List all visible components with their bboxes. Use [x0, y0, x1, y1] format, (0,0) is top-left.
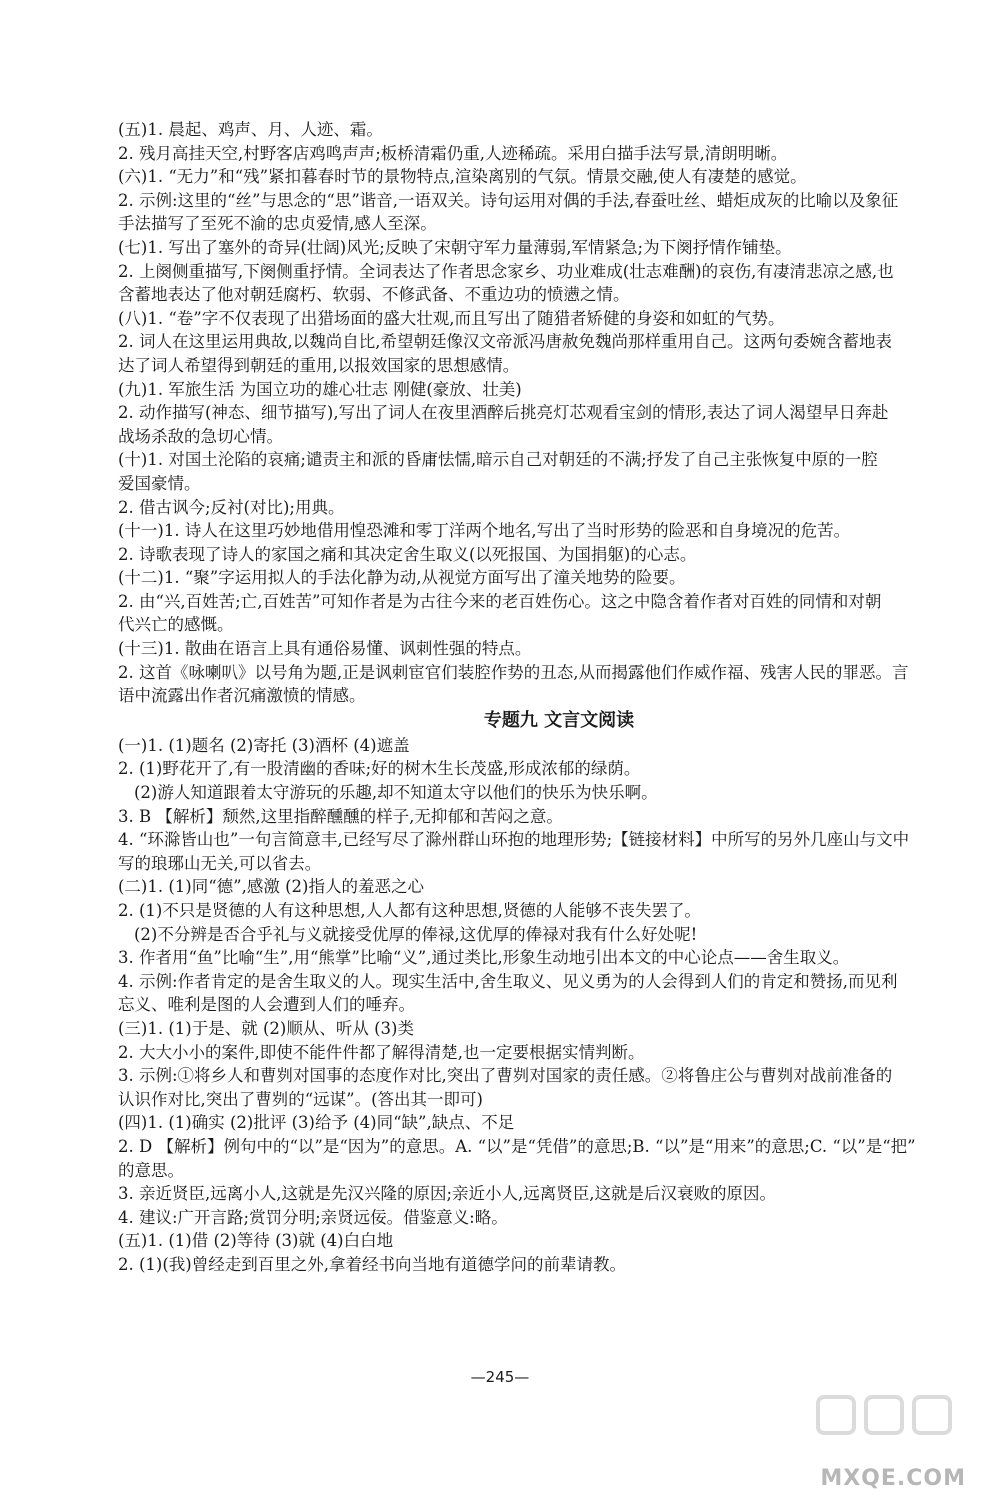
text-line: 3. 作者用“鱼”比喻“生”,用“熊掌”比喻“义”,通过类比,形象生动地引出本文的中心论点——舍生取义。: [118, 948, 850, 968]
text-line: (三)1. (1)于是、就 (2)顺从、听从 (3)类: [118, 1018, 414, 1038]
text-line: 2. D 【解析】例句中的“以”是“因为”的意思。A. “以”是“凭借”的意思;B. “以”是“用来”的意思;C. “以”是“把”: [118, 1136, 916, 1156]
text-line: (一)1. (1)题名 (2)寄托 (3)酒杯 (4)遮盖: [118, 735, 410, 755]
text-line: 手法描写了至死不渝的忠贞爱情,感人至深。: [118, 214, 437, 234]
text-line: (二)1. (1)同“德”,感激 (2)指人的羞恶之心: [118, 877, 424, 897]
text-line: (五)1. (1)借 (2)等待 (3)就 (4)白白地: [118, 1231, 394, 1251]
text-line: (2)游人知道跟着太守游玩的乐趣,却不知道太守以他们的快乐为快乐啊。: [134, 783, 658, 803]
text-line: 2. 大大小小的案件,即使不能件件都了解得清楚,也一定要根据实情判断。: [118, 1042, 645, 1062]
text-line: 2. 词人在这里运用典故,以魏尚自比,希望朝廷像汉文帝派冯唐赦免魏尚那样重用自己。这两句委婉含蓄地表: [118, 332, 892, 352]
text-line: 写的琅琊山无关,可以省去。: [118, 853, 322, 873]
page-number: —245—: [470, 1368, 530, 1386]
text-line: (六)1. “无力”和“残”紧扣暮春时节的景物特点,渲染离别的气氛。情景交融,使人有凄楚的感觉。: [118, 167, 807, 187]
text-line: 4. 示例:作者肯定的是舍生取义的人。现实生活中,舍生取义、见义勇为的人会得到人们的肯定和赞扬,而见利: [118, 971, 898, 991]
text-line: 3. 示例:①将乡人和曹刿对国事的态度作对比,突出了曹刿对国家的责任感。②将鲁庄公与曹刿对战前准备的: [118, 1066, 893, 1086]
text-line: (十一)1. 诗人在这里巧妙地借用惶恐滩和零丁洋两个地名,写出了当时形势的险恶和自身境况的危苦。: [118, 521, 851, 541]
text-line: 2. 由“兴,百姓苦;亡,百姓苦”可知作者是为古往今来的老百姓伤心。这之中隐含着作者对百姓的同情和对朝: [118, 591, 882, 611]
text-line: 4. “环滁皆山也”一句言简意丰,已经写尽了滁州群山环抱的地理形势;【链接材料】中所写的另外几座山与文中: [118, 830, 910, 850]
text-line: 2. (1)野花开了,有一股清幽的香味;好的树木生长茂盛,形成浓郁的绿荫。: [118, 759, 641, 779]
section-heading: 专题九 文言文阅读: [483, 709, 635, 731]
text-line: 含蓄地表达了他对朝廷腐朽、软弱、不修武备、不重边功的愤懑之情。: [118, 285, 630, 305]
text-line: 忘义、唯利是图的人会遭到人们的唾弃。: [118, 995, 415, 1015]
text-line: (十)1. 对国土沦陷的哀痛;谴责主和派的昏庸怯懦,暗示自己对朝廷的不满;抒发了自己主张恢复中原的一腔: [118, 450, 878, 470]
text-line: (十二)1. “聚”字运用拟人的手法化静为动,从视觉方面写出了潼关地势的险要。: [118, 568, 686, 588]
text-line: 2. 示例:这里的“丝”与思念的“思”谐音,一语双关。诗句运用对偶的手法,春蚕吐丝、蜡炬成灰的比喻以及象征: [118, 190, 899, 210]
text-line: (八)1. “卷”字不仅表现了出猎场面的盛大壮观,而且写出了随猎者矫健的身姿和如虹的气势。: [118, 308, 785, 328]
text-line: (五)1. 晨起、鸡声、月、人迹、霜。: [118, 120, 383, 139]
text-line: (十三)1. 散曲在语言上具有通俗易懂、讽刺性强的特点。: [118, 639, 532, 659]
text-line: (七)1. 写出了塞外的奇异(壮阔)风光;反映了宋朝守军力量薄弱,军情紧急;为下阕抒情作铺垫。: [118, 237, 792, 257]
text-line: 的意思。: [118, 1160, 184, 1180]
text-line: 2. 动作描写(神态、细节描写),写出了词人在夜里酒醉后挑亮灯芯观看宝剑的情形,表达了词人渴望早日奔赴: [118, 403, 889, 423]
text-line: 语中流露出作者沉痛激愤的情感。: [118, 686, 366, 706]
text-line: (九)1. 军旅生活 为国立功的雄心壮志 刚健(豪放、壮美): [118, 379, 522, 399]
text-line: 2. 借古讽今;反衬(对比);用典。: [118, 497, 345, 517]
text-line: 2. (1)(我)曾经走到百里之外,拿着经书向当地有道德学问的前辈请教。: [118, 1254, 626, 1274]
text-line: 3. B 【解析】颓然,这里指醉醺醺的样子,无抑郁和苦闷之意。: [118, 806, 563, 826]
answer-content: [118, 118, 970, 1277]
text-line: 爱国豪情。: [118, 473, 201, 493]
text-line: 认识作对比,突出了曹刿的“远谋”。(答出其一即可): [118, 1089, 483, 1109]
text-line: 2. 上阕侧重描写,下阕侧重抒情。全词表达了作者思念家乡、功业难成(壮志难酬)的哀伤,有凄清悲凉之感,也: [118, 261, 894, 281]
watermark-text: MXQE.COM: [820, 1466, 966, 1491]
text-line: 2. 诗歌表现了诗人的家国之痛和其决定舍生取义(以死报国、为国捐躯)的心志。: [118, 544, 697, 564]
text-line: (2)不分辨是否合乎礼与义就接受优厚的俸禄,这优厚的俸禄对我有什么好处呢!: [134, 924, 698, 944]
text-line: 2. 这首《咏喇叭》以号角为题,正是讽刺宦官们装腔作势的丑态,从而揭露他们作威作福、残害人民的罪恶。言: [118, 662, 909, 682]
text-line: 2. (1)不只是贤德的人有这种思想,人人都有这种思想,贤德的人能够不丧失罢了。: [118, 901, 701, 920]
text-line: 2. 残月高挂天空,村野客店鸡鸣声声;板桥清霜仍重,人迹稀疏。采用白描手法写景,清朗明晰。: [118, 143, 788, 163]
text-line: 战场杀敌的急切心情。: [118, 426, 283, 446]
text-line: (四)1. (1)确实 (2)批评 (3)给予 (4)同“缺”,缺点、不足: [118, 1113, 515, 1133]
text-line: 4. 建议:广开言路;赏罚分明;亲贤远佞。借鉴意义:略。: [118, 1207, 508, 1227]
text-line: 代兴亡的感慨。: [118, 615, 234, 635]
text-line: 达了词人希望得到朝廷的重用,以报效国家的思想感情。: [118, 355, 520, 375]
text-line: 3. 亲近贤臣,远离小人,这就是先汉兴隆的原因;亲近小人,远离贤臣,这就是后汉衰败的原因。: [118, 1184, 777, 1204]
